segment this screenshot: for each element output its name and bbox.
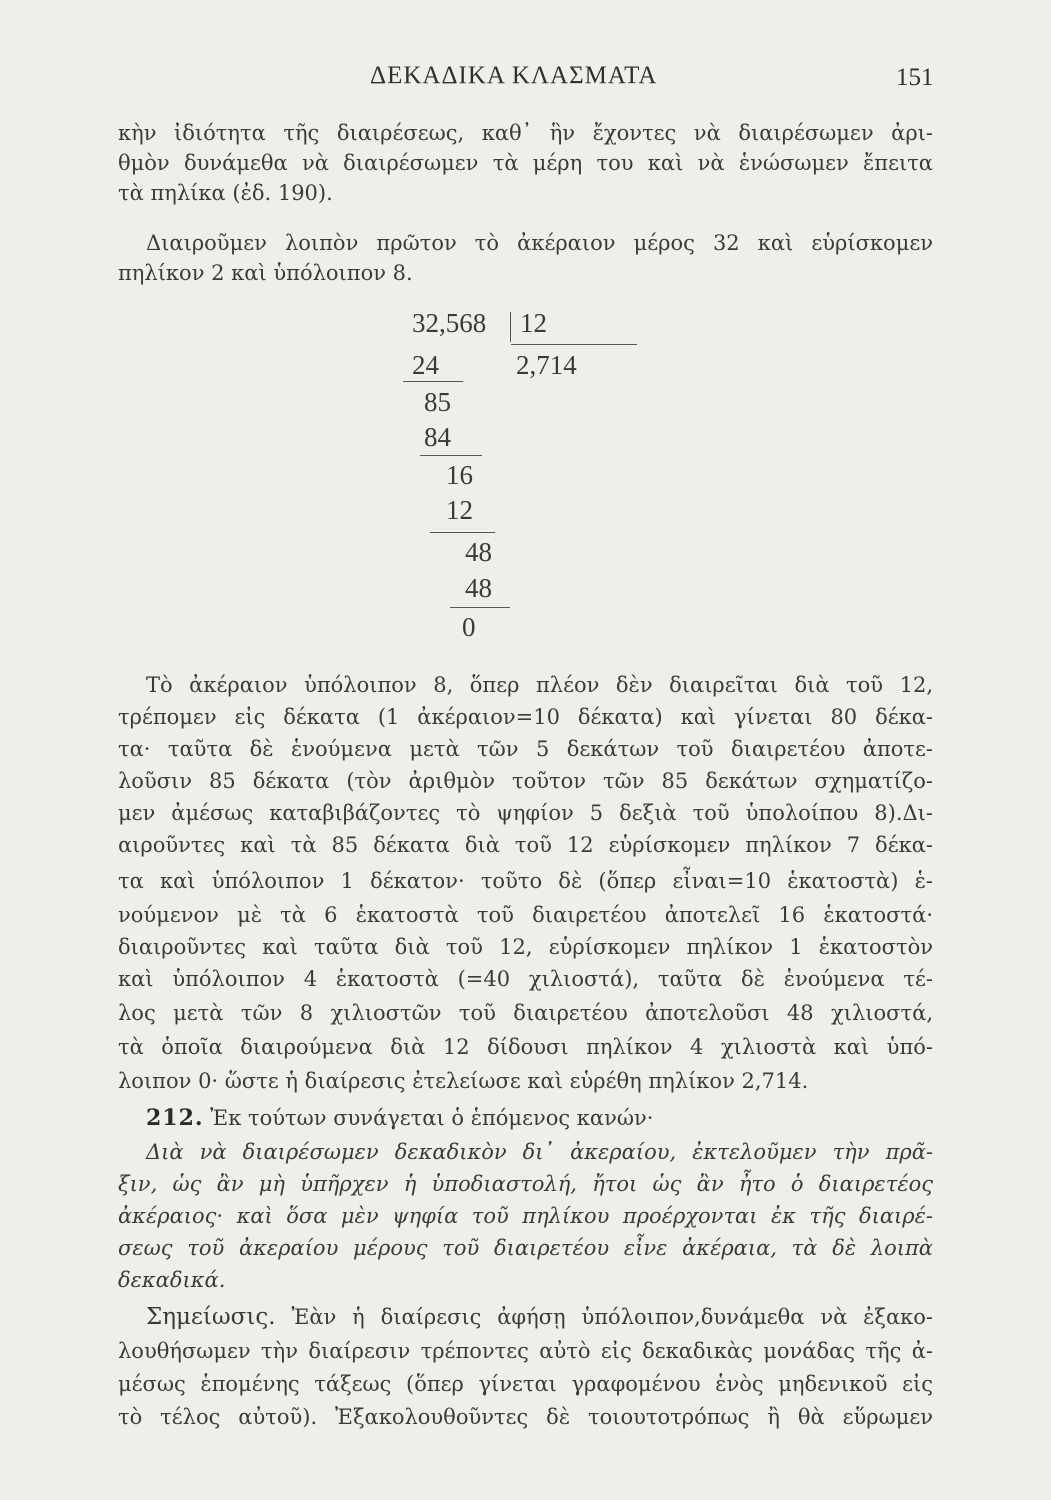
- division-step: 84: [424, 422, 451, 452]
- note-first-line: [146, 1302, 933, 1332]
- division-step: 12: [446, 495, 473, 525]
- division-vertical-rule: [510, 312, 511, 342]
- text-line: λοῦσιν 85 δέκατα (τὸν ἀριθμὸν τοῦτον τῶν 85 δεκάτων σχηματίζο-: [118, 769, 933, 793]
- page-number: 151: [896, 64, 934, 91]
- text-line: τα καὶ ὑπόλοιπον 1 δέκατον· τοῦτο δὲ (ὅπερ εἶναι=10 ἑκατοστὰ) ἑ-: [118, 869, 933, 893]
- division-rule: [403, 381, 463, 382]
- rule-line: ξιν, ὡς ἂν μὴ ὑπῆρχεν ἡ ὑποδιαστολή, ἤτοι ὡς ἂν ἦτο ὁ διαιρετέος: [118, 1172, 933, 1196]
- text-line: μεν ἀμέσως καταβιβάζοντες τὸ ψηφίον 5 δεξιὰ τοῦ ὑπολοίπου 8).Δι-: [118, 801, 933, 825]
- division-rule: [420, 455, 482, 456]
- note-line: μέσως ἑπομένης τάξεως (ὅπερ γίνεται γραφομένου ἑνὸς μηδενικοῦ εἰς: [118, 1372, 933, 1396]
- text-line: θμὸν δυνάμεθα νὰ διαιρέσωμεν τὰ μέρη του καὶ νὰ ἑνώσωμεν ἔπειτα: [118, 151, 933, 175]
- text-line: τὰ πηλίκα (ἐδ. 190).: [118, 181, 333, 205]
- text-line: Διαιροῦμεν λοιπὸν πρῶτον τὸ ἀκέραιον μέρος 32 καὶ εὑρίσκομεν: [146, 231, 933, 255]
- text-line: διαιροῦντες καὶ ταῦτα διὰ τοῦ 12, εὑρίσκομεν πηλίκον 1 ἑκατοστὸν: [118, 935, 933, 959]
- rule-line: ἀκέραιος· καὶ ὅσα μὲν ψηφία τοῦ πηλίκου προέρχονται ἐκ τῆς διαιρέ-: [118, 1204, 933, 1228]
- division-step: 48: [465, 573, 492, 603]
- text-line: τὰ ὁποῖα διαιρούμενα διὰ 12 δίδουσι πηλίκον 4 χιλιοστὰ καὶ ὑπό-: [118, 1035, 933, 1059]
- text-line: λος μετὰ τῶν 8 χιλιοστῶν τοῦ διαιρετέου ἀποτελοῦσι 48 χιλιοστά,: [118, 1001, 933, 1025]
- division-rule: [430, 532, 495, 533]
- text-line: τα· ταῦτα δὲ ἑνούμενα μετὰ τῶν 5 δεκάτων τοῦ διαιρετέου ἀποτε-: [118, 737, 933, 761]
- division-step: 16: [446, 460, 473, 490]
- text-line: κὴν ἰδιότητα τῆς διαιρέσεως, καθ᾽ ἣν ἔχοντες νὰ διαιρέσωμεν ἀρι-: [118, 121, 933, 145]
- text-line: νούμενον μὲ τὰ 6 ἑκατοστὰ τοῦ διαιρετέου ἀποτελεῖ 16 ἑκατοστά·: [118, 903, 933, 927]
- divisor-rule: [511, 344, 637, 345]
- rule-line: Διὰ νὰ διαιρέσωμεν δεκαδικὸν δι᾽ ἀκεραίου, ἐκτελοῦμεν τὴν πρᾶ-: [146, 1140, 933, 1164]
- page-header: [0, 62, 1051, 92]
- text-line: τρέπομεν εἰς δέκατα (1 ἀκέραιον=10 δέκατα) καὶ γίνεται 80 δέκα-: [118, 705, 933, 729]
- dividend: 32,568: [412, 308, 487, 338]
- note-text: Ἐὰν ἡ διαίρεσις ἀφήσῃ ὑπόλοιπον,δυνάμεθα νὰ ἐξακο-: [291, 1305, 933, 1329]
- text-line: Τὸ ἀκέραιον ὑπόλοιπον 8, ὅπερ πλέον δὲν διαιρεῖται διὰ τοῦ 12,: [146, 673, 933, 697]
- divisor: 12: [520, 308, 547, 338]
- rule-heading: [146, 1103, 933, 1133]
- rule-intro: Ἐκ τούτων συνάγεται ὁ ἑπόμενος κανών·: [210, 1106, 654, 1130]
- text-line: πηλίκον 2 καὶ ὑπόλοιπον 8.: [118, 261, 413, 285]
- note-line: λουθήσωμεν τὴν διαίρεσιν τρέποντες αὐτὸ εἰς δεκαδικὰς μονάδας τῆς ἀ-: [118, 1339, 933, 1363]
- section-number: 212.: [146, 1105, 204, 1131]
- text-line: αιροῦντες καὶ τὰ 85 δέκατα διὰ τοῦ 12 εὑρίσκομεν πηλίκον 7 δέκα-: [118, 833, 933, 857]
- running-title: ΔΕΚΑΔΙΚΑ ΚΛΑΣΜΑΤΑ: [370, 62, 658, 89]
- text-line: καὶ ὑπόλοιπον 4 ἑκατοστὰ (=40 χιλιοστά), ταῦτα δὲ ἑνούμενα τέ-: [118, 967, 933, 991]
- note-label: Σημείωσις.: [146, 1304, 276, 1330]
- text-line: λοιπον 0· ὥστε ἡ διαίρεσις ἐτελείωσε καὶ εὑρέθη πηλίκον 2,714.: [118, 1069, 809, 1093]
- division-rule: [450, 607, 510, 608]
- division-step: 85: [424, 387, 451, 417]
- division-remainder: 0: [462, 612, 476, 642]
- quotient: 2,714: [516, 350, 577, 380]
- note-line: τὸ τέλος αὐτοῦ). Ἐξακολουθοῦντες δὲ τοιουτοτρόπως ἢ θὰ εὕρωμεν: [118, 1405, 933, 1429]
- rule-line: δεκαδικά.: [118, 1268, 226, 1292]
- division-step: 48: [465, 537, 492, 567]
- division-step: 24: [412, 350, 439, 380]
- rule-line: σεως τοῦ ἀκεραίου μέρους τοῦ διαιρετέου εἶνε ἀκέραια, τὰ δὲ λοιπὰ: [118, 1236, 933, 1260]
